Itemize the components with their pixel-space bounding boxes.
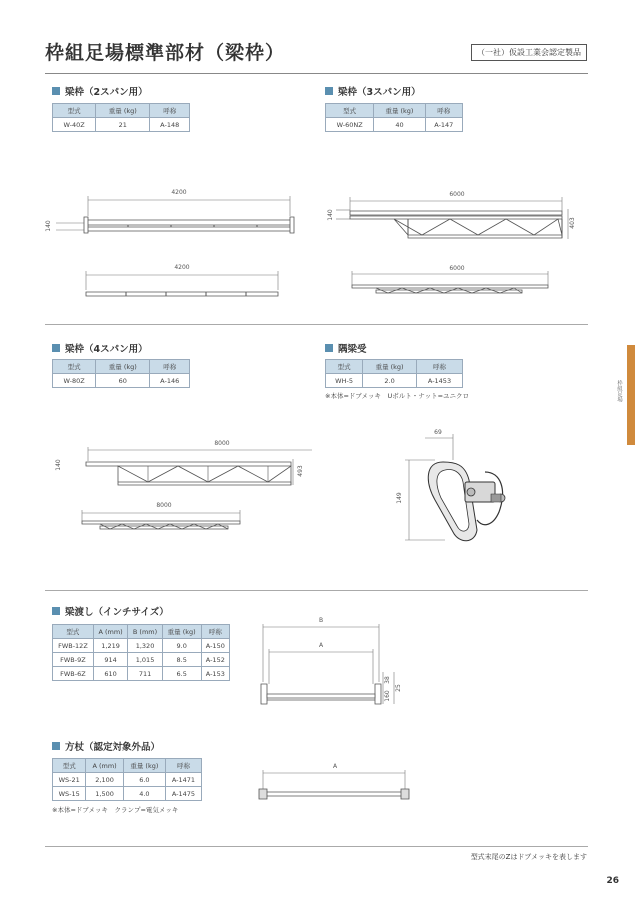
cell-weight: 21	[96, 118, 150, 132]
spec-table-w60	[325, 103, 463, 132]
th-a: A (mm)	[93, 625, 127, 639]
dim-height: 140	[327, 209, 334, 221]
th-weight: 重量 (kg)	[96, 360, 150, 374]
cell-code: A-152	[201, 653, 229, 667]
cell-model: WS-15	[53, 787, 86, 801]
bullet-square-icon	[52, 607, 60, 615]
dim-height: 149	[396, 492, 403, 504]
dim-length-top: 8000	[214, 440, 230, 447]
chapter-tab	[627, 345, 635, 445]
section-heading-fwb	[52, 604, 169, 618]
cell-weight: 4.0	[123, 787, 165, 801]
section-heading-text: 隅梁受	[338, 344, 367, 355]
cell-weight: 40	[374, 118, 425, 132]
footer-divider	[45, 846, 588, 847]
cell-code: A-147	[425, 118, 462, 132]
th-weight: 重量 (kg)	[363, 360, 417, 374]
dim-length-bottom: 4200	[174, 264, 190, 271]
section-heading-ws	[52, 739, 160, 753]
cell-model: W-80Z	[53, 374, 96, 388]
cell-code: A-146	[150, 374, 190, 388]
cell-a: 1,219	[93, 639, 127, 653]
cell-model: FWB-12Z	[53, 639, 94, 653]
th-b: B (mm)	[128, 625, 162, 639]
dim-length-top: 6000	[449, 191, 465, 198]
spec-table-wh5	[325, 359, 463, 388]
diagram-fwb	[255, 612, 415, 717]
divider	[45, 590, 588, 591]
bullet-square-icon	[325, 344, 333, 352]
cell-weight: 8.5	[162, 653, 201, 667]
table-row	[53, 653, 230, 667]
th-weight: 重量 (kg)	[96, 104, 150, 118]
cell-weight: 6.0	[123, 773, 165, 787]
dim-h1: 160	[384, 690, 391, 702]
cell-code: A-153	[201, 667, 229, 681]
table-row	[53, 374, 190, 388]
cell-code: A-1471	[165, 773, 201, 787]
divider	[45, 324, 588, 325]
spec-table-w40	[52, 103, 190, 132]
diagram-w80	[52, 435, 312, 545]
ws-note: ※本体=ドブメッキ クランプ=電気メッキ	[52, 806, 179, 814]
th-code: 呼称	[417, 360, 463, 374]
table-row	[53, 639, 230, 653]
th-code: 呼称	[201, 625, 229, 639]
cell-model: FWB-9Z	[53, 653, 94, 667]
cell-weight: 6.5	[162, 667, 201, 681]
th-model: 型式	[326, 360, 363, 374]
th-model: 型式	[53, 759, 86, 773]
dim-depth: 493	[297, 465, 304, 477]
diagram-w40	[42, 180, 302, 305]
spec-table-w80	[52, 359, 190, 388]
spec-table-fwb	[52, 624, 230, 681]
cell-code: A-1453	[417, 374, 463, 388]
cell-weight: 9.0	[162, 639, 201, 653]
section-heading-text: 梁枠（2スパン用）	[65, 87, 148, 98]
table-row	[53, 773, 202, 787]
cell-model: WH-5	[326, 374, 363, 388]
dim-height: 140	[45, 220, 52, 232]
dim-b: B	[318, 617, 324, 624]
th-a: A (mm)	[86, 759, 123, 773]
cell-model: W-40Z	[53, 118, 96, 132]
cell-b: 1,015	[128, 653, 162, 667]
certification-badge: （一社）仮設工業会認定製品	[471, 44, 587, 61]
cell-code: A-148	[150, 118, 190, 132]
dim-length-bottom: 8000	[156, 502, 172, 509]
section-heading-text: 梁枠（3スパン用）	[338, 87, 421, 98]
cell-weight: 2.0	[363, 374, 417, 388]
th-weight: 重量 (kg)	[374, 104, 425, 118]
section-heading-text: 梁渡し（インチサイズ）	[65, 607, 169, 618]
th-model: 型式	[53, 625, 94, 639]
diagram-ws	[255, 758, 415, 808]
cell-a: 914	[93, 653, 127, 667]
th-model: 型式	[53, 360, 96, 374]
dim-height: 140	[55, 459, 62, 471]
bullet-square-icon	[52, 87, 60, 95]
chapter-label: 枠組足場	[616, 380, 622, 402]
diagram-wh5	[395, 420, 535, 560]
cell-a: 2,100	[86, 773, 123, 787]
cell-a: 610	[93, 667, 127, 681]
cell-code: A-150	[201, 639, 229, 653]
th-code: 呼称	[425, 104, 462, 118]
dim-a: A	[318, 642, 324, 649]
cell-b: 1,320	[128, 639, 162, 653]
section-heading-text: 方杖（認定対象外品）	[65, 742, 161, 753]
th-model: 型式	[53, 104, 96, 118]
wh5-note: ※本体=ドブメッキ Uボルト・ナット=ユニクロ	[325, 392, 470, 400]
table-row	[326, 374, 463, 388]
bullet-square-icon	[52, 742, 60, 750]
cell-b: 711	[128, 667, 162, 681]
section-heading-w60	[325, 84, 421, 98]
footer-note: 型式末尾のZはドブメッキを表します	[470, 853, 587, 861]
dim-h3: 25	[395, 684, 402, 692]
dim-h2: 38	[384, 676, 391, 684]
section-heading-text: 梁枠（4スパン用）	[65, 344, 148, 355]
bullet-square-icon	[325, 87, 333, 95]
cell-a: 1,500	[86, 787, 123, 801]
section-heading-w80	[52, 341, 148, 355]
cell-model: FWB-6Z	[53, 667, 94, 681]
th-code: 呼称	[150, 104, 190, 118]
page-number: 26	[606, 876, 619, 886]
table-row	[326, 118, 463, 132]
cell-weight: 60	[96, 374, 150, 388]
page-title: 枠組足場標準部材（梁枠）	[45, 42, 286, 64]
spec-table-ws	[52, 758, 202, 801]
title-divider	[45, 73, 588, 74]
section-heading-wh5	[325, 341, 367, 355]
dim-length-bottom: 6000	[449, 265, 465, 272]
th-code: 呼称	[150, 360, 190, 374]
diagram-w60	[322, 185, 584, 305]
dim-a: A	[332, 763, 338, 770]
cell-model: W-60NZ	[326, 118, 374, 132]
table-row	[53, 118, 190, 132]
bullet-square-icon	[52, 344, 60, 352]
dim-length-top: 4200	[171, 189, 187, 196]
th-weight: 重量 (kg)	[162, 625, 201, 639]
dim-depth: 403	[569, 217, 576, 229]
th-weight: 重量 (kg)	[123, 759, 165, 773]
section-heading-w40	[52, 84, 148, 98]
th-code: 呼称	[165, 759, 201, 773]
table-row	[53, 667, 230, 681]
cell-code: A-1475	[165, 787, 201, 801]
th-model: 型式	[326, 104, 374, 118]
table-row	[53, 787, 202, 801]
dim-width: 69	[434, 429, 442, 436]
cell-model: WS-21	[53, 773, 86, 787]
